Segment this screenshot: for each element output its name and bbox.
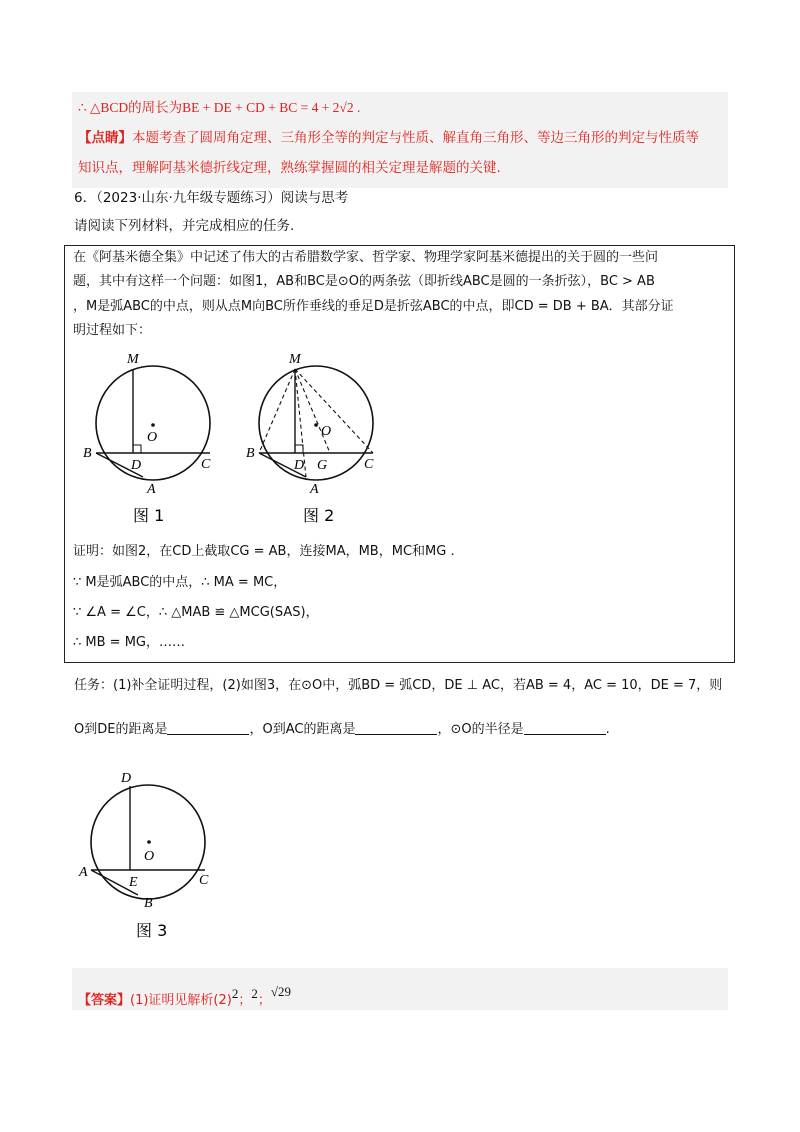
answer-value-1: 2 (231, 986, 239, 1001)
fig1-label-m: M (127, 352, 139, 367)
proof-line-3: ∵ ∠A = ∠C，∴ △MAB ≌ △MCG(SAS)， (73, 605, 319, 620)
proof-line-2: ∵ M是弧ABC的中点，∴ MA = MC， (73, 575, 287, 590)
fig3-label-c: C (199, 873, 209, 888)
task-q1: O到DE的距离是 (74, 722, 168, 737)
fig1-center-dot (151, 423, 155, 427)
material-line-2: 题，其中有这样一个问题：如图1，AB和BC是⊙O的两条弦（即折线ABC是圆的一条折弦），BC > AB (73, 274, 655, 289)
fig2-label-b: B (246, 446, 255, 461)
proof-line-1: 证明：如图2，在CD上截取CG = AB，连接MA，MB，MC和MG . (73, 544, 455, 559)
task-line-1: 任务：(1)补全证明过程，(2)如图3，在⊙O中，弧BD = 弧CD，DE ⊥ AC，若AB = 4，AC = 10，DE = 7，则 (74, 678, 723, 693)
fig2-label-o: O (321, 424, 332, 439)
proof-line-4: ∴ MB = MG，…… (73, 635, 185, 650)
fig3-label-o: O (144, 849, 155, 864)
figure-3 (76, 764, 246, 944)
answer-sep-2: ； (257, 993, 271, 1008)
fig1-label-c: C (201, 457, 211, 472)
problem-header: 6．（2023·山东·九年级专题练习）阅读与思考 (74, 190, 349, 206)
task-q2: ，O到AC的距离是 (249, 722, 356, 737)
fig2-center-dot (314, 423, 318, 427)
figure-2 (246, 352, 374, 525)
task-end: . (605, 722, 610, 737)
fig3-center-dot (147, 840, 151, 844)
fig2-segment-mg (295, 369, 330, 453)
answer-blank-2[interactable] (355, 720, 437, 735)
fig2-label-g: G (317, 458, 328, 473)
material-box (64, 245, 735, 663)
material-line-3: ，M是弧ABC的中点，则从点M向BC所作垂线的垂足D是折弦ABC的中点，即CD = DB + BA．其部分证 (73, 299, 674, 314)
answer-text: (1)证明见解析(2) (130, 993, 232, 1008)
answer-blank-3[interactable] (524, 720, 606, 735)
fig1-label-b: B (83, 446, 92, 461)
perimeter-conclusion: ∴ △BCD的周长为BE + DE + CD + BC = 4 + 2√2 . (78, 100, 361, 115)
task-line-2 (74, 720, 610, 740)
fig2-label-m: M (289, 352, 301, 367)
comment-text-1: 本题考查了圆周角定理、三角形全等的判定与性质、解直角三角形、等边三角形的判定与性质等 (132, 130, 699, 146)
answer-sep-1: ； (238, 993, 252, 1008)
fig1-label-d: D (131, 458, 142, 473)
task-q3: ，⊙O的半径是 (437, 722, 524, 737)
figures-1-2 (65, 341, 395, 531)
problem-intro: 请阅读下列材料，并完成相应的任务. (74, 218, 295, 234)
fig1-right-angle-mark (133, 445, 141, 453)
fig3-label-b: B (144, 896, 153, 911)
fig3-caption: 图 3 (136, 921, 168, 940)
material-line-4: 明过程如下： (73, 323, 152, 338)
answer-value-2: 2 (251, 986, 258, 1001)
fig1-caption: 图 1 (133, 506, 165, 525)
fig2-label-c: C (364, 457, 374, 472)
comment-line-1 (78, 128, 699, 148)
material-line-1: 在《阿基米德全集》中记述了伟大的古希腊数学家、哲学家、物理学家阿基米德提出的关于圆的一些问 (73, 250, 659, 265)
fig2-segment-mc (295, 369, 373, 453)
fig1-label-o: O (147, 430, 158, 445)
figure-1 (83, 352, 211, 525)
fig2-caption: 图 2 (303, 506, 335, 525)
fig2-circle (259, 366, 373, 480)
fig2-right-angle-mark (295, 445, 303, 453)
answer-label: 【答案】 (78, 993, 131, 1008)
fig3-label-e: E (129, 875, 138, 890)
fig3-label-d: D (121, 771, 132, 786)
comment-label: 【点睛】 (78, 130, 132, 146)
answer-line (78, 982, 291, 1011)
answer-blank-1[interactable] (167, 720, 249, 735)
fig1-label-a: A (147, 482, 156, 497)
comment-line-2: 知识点，理解阿基米德折线定理，熟练掌握圆的相关定理是解题的关键. (78, 160, 501, 176)
answer-value-3: √29 (270, 984, 292, 999)
fig3-label-a: A (79, 865, 88, 880)
fig1-circle (96, 366, 210, 480)
fig2-label-d: D (294, 458, 305, 473)
fig2-label-a: A (310, 482, 319, 497)
